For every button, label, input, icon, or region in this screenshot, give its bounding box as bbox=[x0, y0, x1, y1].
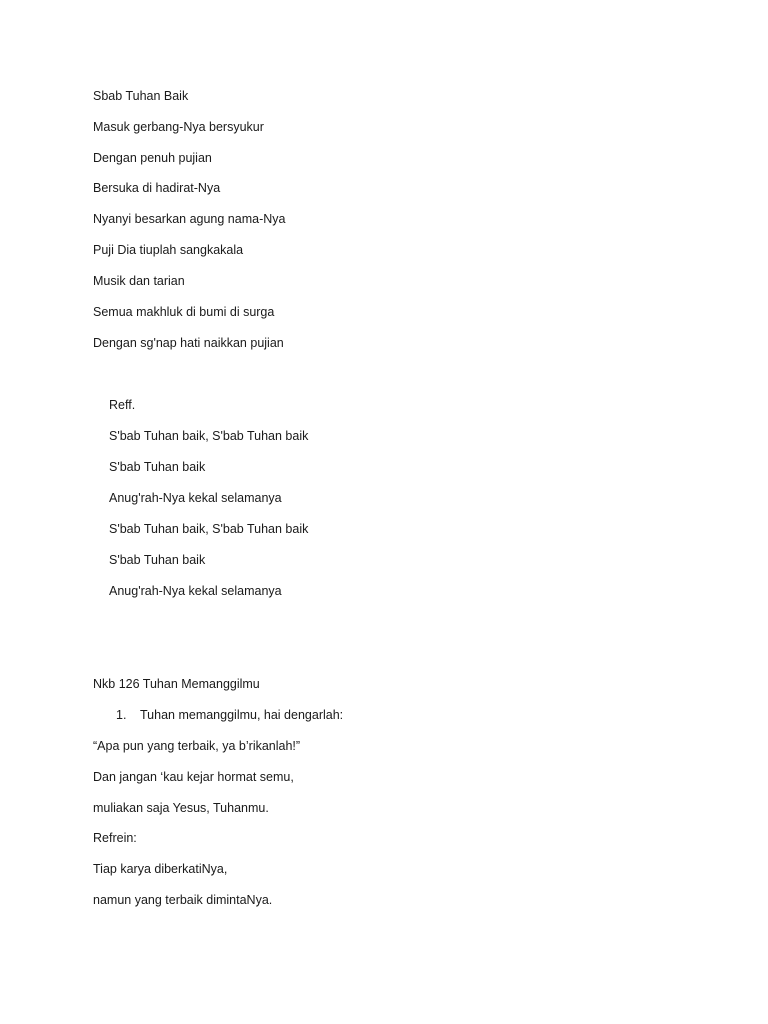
refrein-line: Tiap karya diberkatiNya, bbox=[93, 862, 228, 876]
verse-line: Tuhan memanggilmu, hai dengarlah: bbox=[140, 708, 344, 722]
verse-line: Dengan sg'nap hati naikkan pujian bbox=[93, 336, 284, 350]
list-number: 1. bbox=[116, 708, 127, 722]
refrein-line: namun yang terbaik dimintaNya. bbox=[93, 893, 273, 907]
reff-line: S'bab Tuhan baik, S'bab Tuhan baik bbox=[109, 429, 309, 443]
reff-line: Anug'rah-Nya kekal selamanya bbox=[109, 491, 282, 505]
verse-line: Nyanyi besarkan agung nama-Nya bbox=[93, 212, 286, 226]
reff-line: Anug'rah-Nya kekal selamanya bbox=[109, 584, 282, 598]
verse-line: Puji Dia tiuplah sangkakala bbox=[93, 243, 244, 257]
reff-line: S'bab Tuhan baik, S'bab Tuhan baik bbox=[109, 522, 309, 536]
reff-line: S'bab Tuhan baik bbox=[109, 553, 206, 567]
verse-line: Semua makhluk di bumi di surga bbox=[93, 305, 275, 319]
refrein-label: Refrein: bbox=[93, 831, 137, 845]
verse-line: “Apa pun yang terbaik, ya b’rikanlah!” bbox=[93, 739, 301, 753]
song-title: Sbab Tuhan Baik bbox=[93, 89, 189, 103]
verse-line: Dan jangan ‘kau kejar hormat semu, bbox=[93, 770, 294, 784]
verse-line: muliakan saja Yesus, Tuhanmu. bbox=[93, 801, 269, 815]
reff-label: Reff. bbox=[109, 398, 136, 412]
reff-line: S'bab Tuhan baik bbox=[109, 460, 206, 474]
verse-line: Masuk gerbang-Nya bersyukur bbox=[93, 120, 264, 134]
song-title: Nkb 126 Tuhan Memanggilmu bbox=[93, 677, 260, 691]
verse-line: Musik dan tarian bbox=[93, 274, 185, 288]
verse-line: Bersuka di hadirat-Nya bbox=[93, 181, 221, 195]
verse-line: Dengan penuh pujian bbox=[93, 151, 212, 165]
